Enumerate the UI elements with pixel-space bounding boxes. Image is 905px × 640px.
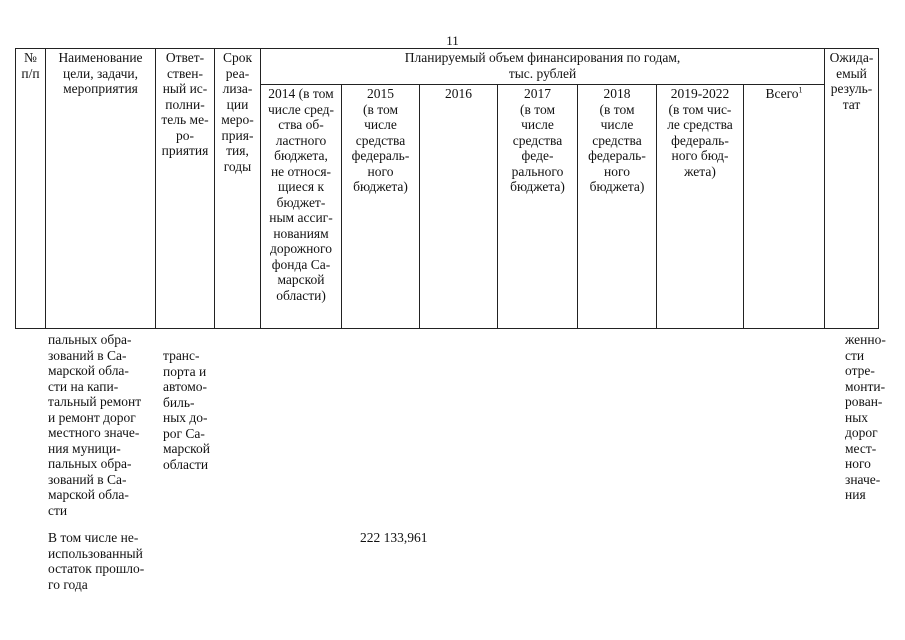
text-line: марской обла-	[48, 487, 129, 502]
text-line: ции	[226, 96, 249, 112]
text-line: фонда Са-	[271, 256, 331, 272]
text-line: сти	[48, 502, 68, 518]
text-line: транс-	[163, 348, 200, 363]
text-line: ного бюд-	[671, 148, 729, 163]
text-line: ным ассиг-	[269, 210, 333, 225]
text-line: лиза-	[222, 81, 253, 96]
text-line: женно-	[845, 332, 886, 347]
text-line: емый	[836, 65, 867, 81]
text-line: меро-	[221, 112, 254, 127]
header-year-2019-2022	[657, 85, 744, 329]
text-line: ного	[367, 163, 394, 179]
text-line: ных до-	[163, 410, 208, 425]
text-line: резуль-	[830, 81, 873, 96]
text-line: полни-	[165, 96, 205, 112]
text-line: сти на капи-	[48, 378, 119, 394]
text-line: тыс. рублей	[508, 65, 577, 81]
header-responsible	[156, 49, 215, 329]
text-line: №	[24, 50, 37, 65]
text-line: ного	[845, 456, 871, 471]
text-line: щиеся к	[277, 179, 325, 194]
text-line: ный ис-	[162, 81, 208, 96]
header-term	[215, 49, 261, 329]
header-number	[16, 49, 46, 329]
text-line: п/п	[21, 65, 40, 81]
text-line: Наименование	[58, 50, 143, 65]
sub-item-amount-2015: 222 133,961	[360, 530, 428, 545]
text-line: (в том чис-	[668, 101, 732, 117]
text-line: рог Са-	[163, 425, 205, 441]
text-line: прия-	[221, 127, 254, 143]
text-line: пальных обра-	[48, 332, 132, 347]
text-line: 2014 (в том	[268, 86, 334, 101]
sub-item-unused-balance	[48, 530, 160, 592]
text-line: дорог	[845, 425, 878, 440]
text-line: ния муници-	[48, 440, 121, 456]
text-line: тель ме-	[161, 112, 209, 127]
text-line: значе-	[845, 471, 881, 487]
header-year-2014	[261, 85, 342, 329]
text-line: зований в Са-	[48, 347, 127, 363]
text-line: ного	[604, 163, 630, 179]
text-line: цели, задачи,	[63, 65, 138, 81]
text-line: рован-	[845, 394, 883, 409]
text-line: зований в Са-	[48, 471, 127, 487]
text-line: тия,	[226, 143, 249, 158]
text-line: Срок	[222, 50, 253, 65]
text-line: мероприятия	[63, 81, 138, 96]
text-line: ро-	[176, 127, 194, 143]
total-label: Всего	[765, 86, 799, 101]
header-result	[825, 49, 879, 329]
text-line: тальный ремонт	[48, 394, 142, 409]
text-line: ластного	[275, 132, 327, 148]
text-line: феде-	[521, 148, 554, 163]
text-line: федераль-	[671, 132, 729, 148]
header-year-2016	[420, 85, 498, 329]
continued-responsible-text	[163, 348, 223, 472]
text-line: (в том	[519, 101, 555, 117]
text-line: биль-	[163, 394, 195, 410]
text-line: и ремонт дорог	[48, 409, 136, 425]
text-line: ных	[845, 409, 869, 425]
continued-name-text	[48, 332, 160, 518]
text-line: монти-	[845, 378, 886, 394]
text-line: марской	[163, 441, 211, 456]
text-line: средства	[512, 132, 563, 148]
text-line: (в том	[599, 101, 635, 117]
text-line: тат	[842, 96, 861, 112]
text-line: бюджета,	[274, 148, 328, 163]
total-footnote-mark: 1	[798, 85, 803, 95]
text-line: 2016	[445, 86, 472, 101]
text-line: сти	[845, 347, 865, 363]
text-line: средства	[355, 132, 406, 148]
text-line: числе	[364, 117, 397, 132]
text-line: остаток прошло-	[48, 561, 145, 576]
text-line: бюджета)	[353, 179, 408, 194]
text-line: ния	[845, 487, 866, 502]
text-line: 2017	[524, 86, 551, 101]
text-line: местного значе-	[48, 425, 140, 440]
text-line: го года	[48, 576, 88, 592]
text-line: средства	[592, 132, 642, 148]
text-line: области	[163, 456, 209, 472]
text-line: В том числе не-	[48, 530, 139, 545]
header-total	[744, 85, 825, 329]
text-line: федераль-	[351, 148, 410, 163]
text-line: (в том	[362, 101, 398, 117]
text-line: рального	[511, 163, 564, 179]
page-number: 11	[446, 33, 459, 48]
text-line: бюджета)	[510, 179, 565, 194]
text-line: нованиям	[273, 225, 329, 241]
text-line: бюджета)	[589, 179, 645, 194]
header-year-2018	[578, 85, 657, 329]
text-line: годы	[223, 158, 252, 174]
text-line: жета)	[684, 163, 716, 179]
text-line: пальных обра-	[48, 456, 132, 471]
text-line: приятия	[161, 143, 209, 158]
text-line: марской	[277, 272, 325, 287]
header-year-2017	[498, 85, 578, 329]
text-line: дорожного	[269, 241, 333, 256]
text-line: порта и	[163, 363, 207, 379]
header-name	[46, 49, 156, 329]
text-line: ствен-	[167, 65, 203, 81]
text-line: области)	[276, 287, 326, 303]
text-line: 2015	[367, 86, 394, 101]
continued-result-text	[845, 332, 895, 503]
funding-table-header	[15, 48, 879, 329]
text-line: ле средства	[667, 117, 733, 132]
text-line: автомо-	[163, 379, 208, 394]
text-line: федераль-	[588, 148, 646, 163]
text-line: числе	[521, 117, 554, 132]
text-line: Планируемый объем финансирования по годам,	[404, 50, 681, 65]
text-line: отре-	[845, 363, 875, 378]
text-line: 2019-2022	[670, 86, 730, 101]
text-line: бюджет-	[276, 194, 326, 210]
text-line: числе	[600, 117, 634, 132]
text-line: ства об-	[278, 117, 324, 132]
text-line: реа-	[225, 65, 250, 81]
text-line: Ответ-	[165, 50, 205, 65]
header-funding	[261, 49, 825, 85]
text-line: не относя-	[270, 163, 332, 179]
text-line: марской обла-	[48, 363, 129, 378]
text-line: числе сред-	[267, 101, 335, 117]
text-line: использованный	[48, 545, 143, 561]
text-line: Ожида-	[829, 50, 874, 65]
header-year-2015	[342, 85, 420, 329]
text-line: 2018	[603, 86, 631, 101]
text-line: мест-	[845, 440, 877, 456]
